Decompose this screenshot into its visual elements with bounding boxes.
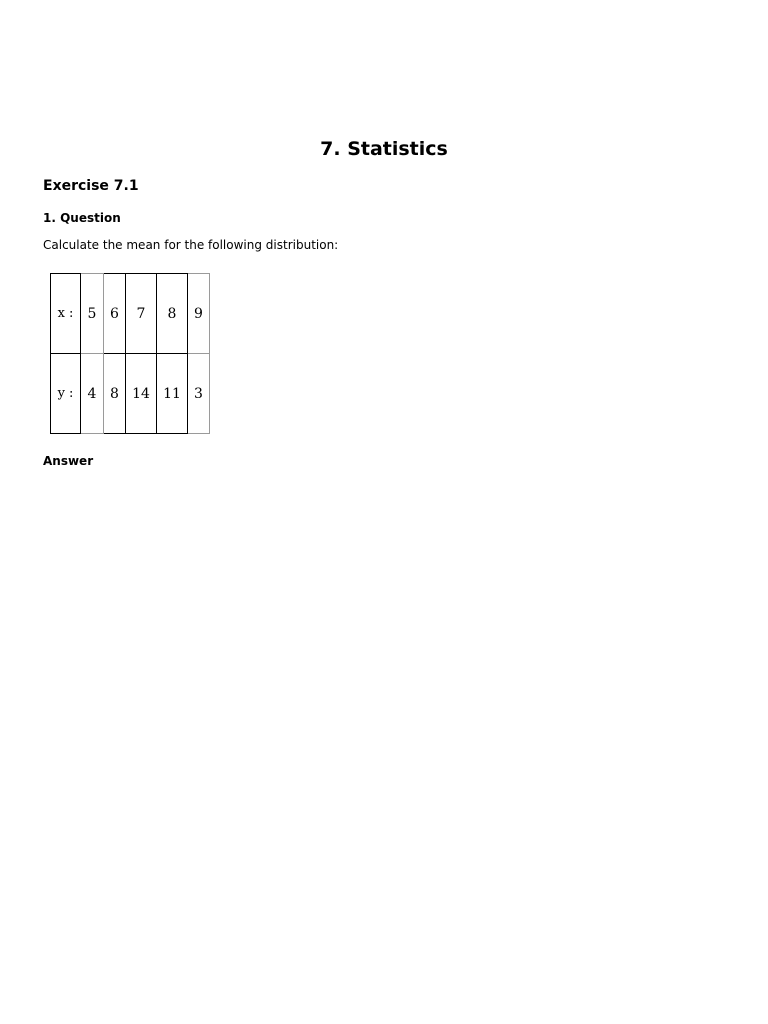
y-value-cell: 14 <box>126 354 157 434</box>
y-value-cell: 8 <box>104 354 126 434</box>
x-value-cell: 5 <box>81 274 104 354</box>
y-value-cell: 3 <box>188 354 210 434</box>
x-value-cell: 8 <box>157 274 188 354</box>
chapter-title: 7. Statistics <box>320 138 448 160</box>
exercise-title: Exercise 7.1 <box>43 178 139 194</box>
y-label-cell: y : <box>51 354 81 434</box>
x-value-cell: 6 <box>104 274 126 354</box>
y-value-cell: 4 <box>81 354 104 434</box>
y-value-cell: 11 <box>157 354 188 434</box>
distribution-table <box>50 273 210 434</box>
answer-label: Answer <box>43 454 94 468</box>
x-value-cell: 9 <box>188 274 210 354</box>
question-text: Calculate the mean for the following distribution: <box>43 238 339 252</box>
x-value-cell: 7 <box>126 274 157 354</box>
x-row <box>51 274 210 354</box>
y-row <box>51 354 210 434</box>
question-heading: 1. Question <box>43 211 121 225</box>
x-label-cell: x : <box>51 274 81 354</box>
